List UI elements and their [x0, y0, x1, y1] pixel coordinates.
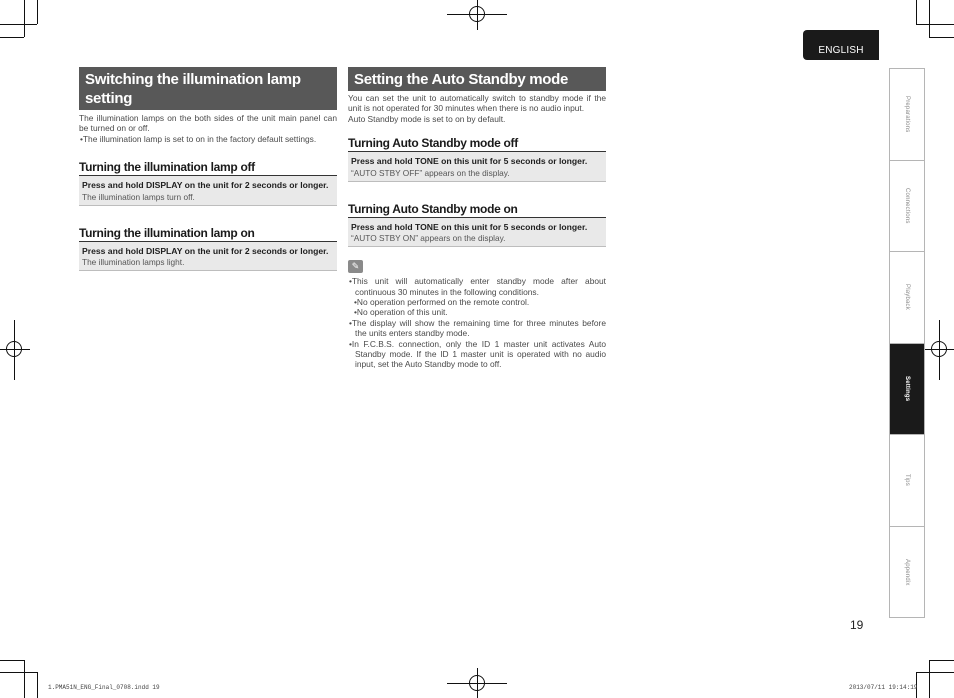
footer-timestamp: 2013/07/11 19:14:19: [849, 684, 918, 691]
section-title: Setting the Auto Standby mode: [348, 67, 606, 91]
intro-text: You can set the unit to automatically switch to standby mode if the unit is not operated for 30 minutes when there is no audio input.: [348, 93, 606, 114]
auto-standby-section: [348, 67, 606, 370]
step-instruction: Press and hold TONE on this unit for 5 seconds or longer.: [351, 221, 588, 232]
page-number: 19: [850, 618, 864, 632]
step-result: “AUTO STBY ON” appears on the display.: [351, 233, 506, 244]
tab-settings[interactable]: Settings: [890, 344, 924, 436]
language-badge: ENGLISH: [803, 30, 879, 60]
lamp-off-step: [79, 176, 337, 206]
standby-on-step: [348, 218, 606, 248]
note-item: •This unit will automatically enter standby mode after about continuous 30 minutes in the following conditions.: [349, 276, 606, 297]
step-result: The illumination lamps turn off.: [82, 191, 195, 202]
standby-off-step: [348, 152, 606, 182]
default-note: Auto Standby mode is set to on by default.: [348, 113, 506, 124]
step-instruction: Press and hold DISPLAY on the unit for 2 seconds or longer.: [82, 245, 329, 256]
intro-text: The illumination lamps on the both sides of the unit main panel can be turned on or off.: [79, 113, 337, 134]
tab-tips[interactable]: Tips: [890, 435, 924, 527]
standby-off-heading: Turning Auto Standby mode off: [348, 136, 606, 152]
tab-playback[interactable]: Playback: [890, 252, 924, 344]
note-subitem: •No operation performed on the remote control.: [354, 297, 530, 308]
step-instruction: Press and hold TONE on this unit for 5 seconds or longer.: [351, 156, 588, 167]
note-item: •The display will show the remaining time for three minutes before the units enters standby mode.: [349, 317, 606, 339]
default-bullet: •The illumination lamp is set to on in the factory default settings.: [80, 133, 317, 144]
section-title: Switching the illumination lamp setting: [79, 67, 337, 110]
lamp-on-step: [79, 242, 337, 272]
tab-connections[interactable]: Connections: [890, 161, 924, 253]
illumination-section: [79, 67, 337, 271]
lamp-off-heading: Turning the illumination lamp off: [79, 160, 337, 176]
tab-appendix[interactable]: Appendix: [904, 558, 910, 586]
tab-preparations[interactable]: Preparations: [890, 69, 924, 161]
lamp-on-heading: Turning the illumination lamp on: [79, 226, 337, 242]
note-item: •In F.C.B.S. connection, only the ID 1 master unit activates Auto Standby mode. If the ID 1 master unit is operated with no audio input, set the Auto Standby mode to off.: [349, 338, 606, 370]
step-result: “AUTO STBY OFF” appears on the display.: [351, 167, 510, 178]
step-result: The illumination lamps light.: [82, 257, 185, 268]
section-tabs: [889, 68, 925, 618]
standby-on-heading: Turning Auto Standby mode on: [348, 202, 606, 218]
pencil-note-icon: ✎: [348, 260, 363, 273]
footer-file-info: 1.PMA51N_ENG_Final_0708.indd 19: [48, 684, 160, 691]
step-instruction: Press and hold DISPLAY on the unit for 2 seconds or longer.: [82, 180, 329, 191]
note-subitem: •No operation of this unit.: [354, 307, 448, 318]
notes-block: [348, 260, 606, 370]
